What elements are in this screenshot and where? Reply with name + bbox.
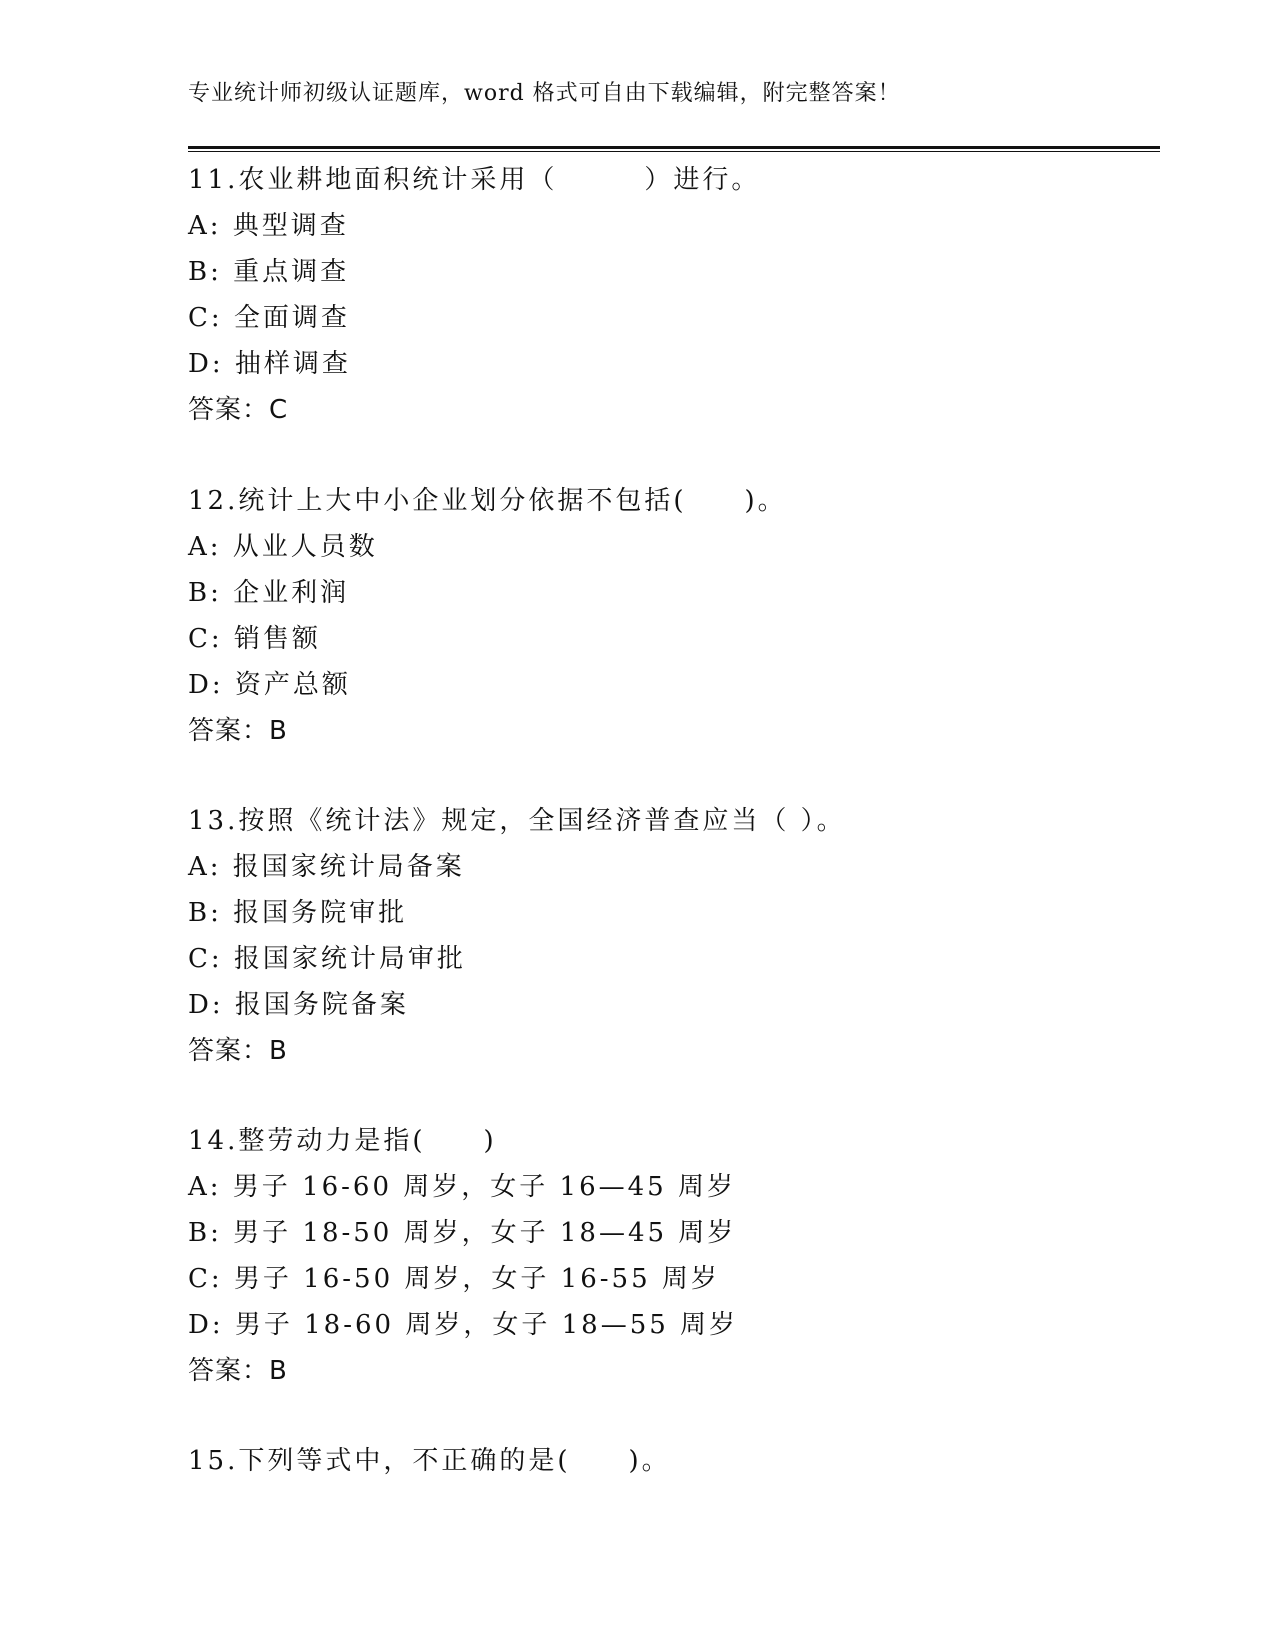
option-c: C: 销售额	[188, 624, 321, 654]
option-b: B: 报国务院审批	[188, 898, 408, 928]
option-a: A: 男子 16-60 周岁，女子 16—45 周岁	[188, 1172, 736, 1202]
question-12	[188, 478, 1160, 754]
document-header: 专业统计师初级认证题库，word 格式可自由下载编辑，附完整答案！	[188, 81, 901, 106]
question-stem: 13.按照《统计法》规定，全国经济普查应当（ ）。	[188, 806, 846, 836]
answer-line: 答案：B	[188, 1356, 288, 1386]
answer-line: 答案：C	[188, 395, 289, 425]
answer-line: 答案：B	[188, 716, 288, 746]
option-d: D: 男子 18-60 周岁，女子 18—55 周岁	[188, 1310, 739, 1340]
option-a: A: 报国家统计局备案	[188, 852, 465, 882]
question-stem: 15.下列等式中，不正确的是( )。	[188, 1446, 671, 1476]
option-d: D: 资产总额	[188, 670, 351, 700]
option-a: A: 从业人员数	[188, 532, 378, 562]
option-c: C: 报国家统计局审批	[188, 944, 466, 974]
option-b: B: 男子 18-50 周岁，女子 18—45 周岁	[188, 1218, 737, 1248]
option-d: D: 抽样调查	[188, 349, 351, 379]
question-13	[188, 798, 1160, 1074]
question-stem: 12.统计上大中小企业划分依据不包括( )。	[188, 486, 787, 516]
option-b: B: 企业利润	[188, 578, 350, 608]
answer-line: 答案：B	[188, 1036, 288, 1066]
header-rule-thin	[188, 151, 1160, 152]
option-b: B: 重点调查	[188, 257, 350, 287]
question-15	[188, 1438, 1160, 1484]
question-stem: 14.整劳动力是指( )	[188, 1126, 497, 1156]
header-rule-thick	[188, 146, 1160, 149]
option-c: C: 全面调查	[188, 303, 350, 333]
option-c: C: 男子 16-50 周岁，女子 16-55 周岁	[188, 1264, 720, 1294]
question-14	[188, 1118, 1160, 1394]
question-stem: 11.农业耕地面积统计采用（ ）进行。	[188, 165, 761, 195]
question-11	[188, 157, 1160, 433]
option-d: D: 报国务院备案	[188, 990, 409, 1020]
option-a: A: 典型调查	[188, 211, 349, 241]
